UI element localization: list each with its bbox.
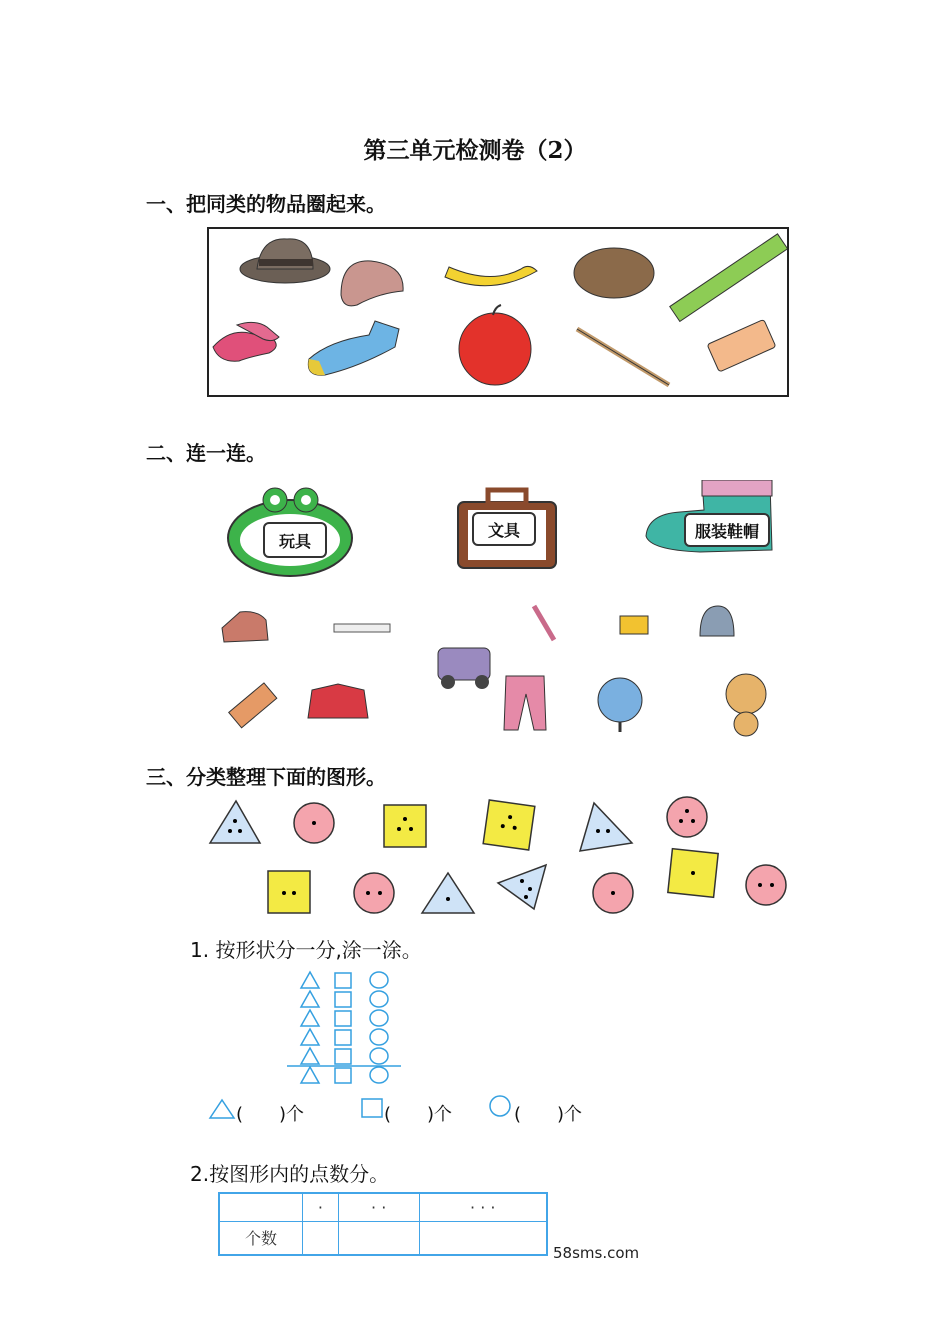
globe-icon [598,678,642,732]
triangle-count[interactable]: ( )个 [236,1104,305,1125]
section-1-heading: 一、把同类的物品圈起来。 [146,192,386,216]
table-header-cell: · [303,1193,339,1221]
clothing-label: 服装鞋帽 [684,513,770,547]
toy-car-icon [438,648,490,689]
sock-icon [308,321,399,375]
cap-icon [341,261,403,306]
question-2: 2.按图形内的点数分。 [190,1162,390,1186]
question-1: 1. 按形状分一分,涂一涂。 [190,938,422,962]
beanie-icon [700,606,734,636]
pencil-icon [577,329,669,385]
triangle-shape [498,865,546,909]
ruler-small-icon [334,624,390,632]
table-answer-cell[interactable] [338,1221,419,1255]
pencil-case-icon [229,683,277,728]
circle-shape [354,873,394,913]
table-row-label: 个数 [219,1221,303,1255]
shape-graph [285,968,405,1088]
items-box [207,227,789,397]
pants-icon [504,676,546,730]
triangle-shape [210,801,260,843]
stationery-label: 文具 [472,512,536,546]
pencil-small-icon [534,606,554,640]
square-shape [483,800,535,850]
hat-icon [240,239,330,283]
section-3-heading: 三、分类整理下面的图形。 [146,765,386,789]
toys-label: 玩具 [263,522,327,558]
sneaker-icon [222,612,268,642]
sharpener-icon [620,616,648,634]
items-illustrations [209,229,787,395]
square-shape [668,849,718,898]
square-count[interactable]: ( )个 [384,1104,453,1125]
circle-icon [488,1095,514,1119]
shapes-collection [200,795,800,920]
teddy-bear-icon [726,674,766,736]
triangle-shape [422,873,474,913]
square-shape [268,871,310,913]
ruler-icon [670,234,787,322]
count-table [218,1192,548,1256]
banana-icon [445,266,537,285]
table-answer-cell[interactable] [419,1221,547,1255]
circle-shape [294,803,334,843]
circle-shape [746,865,786,905]
section-2-heading: 二、连一连。 [146,441,266,465]
apple-icon [459,305,531,385]
square-shape [384,805,426,847]
table-header-cell: · · · [419,1193,547,1221]
eraser-icon [707,319,776,372]
circle-count[interactable]: ( )个 [514,1104,583,1125]
circle-shape [593,873,633,913]
table-header-cell [219,1193,303,1221]
triangle-shape [580,803,632,851]
circle-shape [667,797,707,837]
dress-icon [308,684,368,718]
page-title: 第三单元检测卷（2） [363,137,587,164]
table-header-cell: · · [338,1193,419,1221]
gloves-icon [213,322,279,361]
watermark: 58sms.com [553,1244,640,1262]
table-answer-cell[interactable] [303,1221,339,1255]
triangle-icon [208,1098,238,1120]
potato-icon [574,248,654,298]
square-icon [360,1097,384,1119]
